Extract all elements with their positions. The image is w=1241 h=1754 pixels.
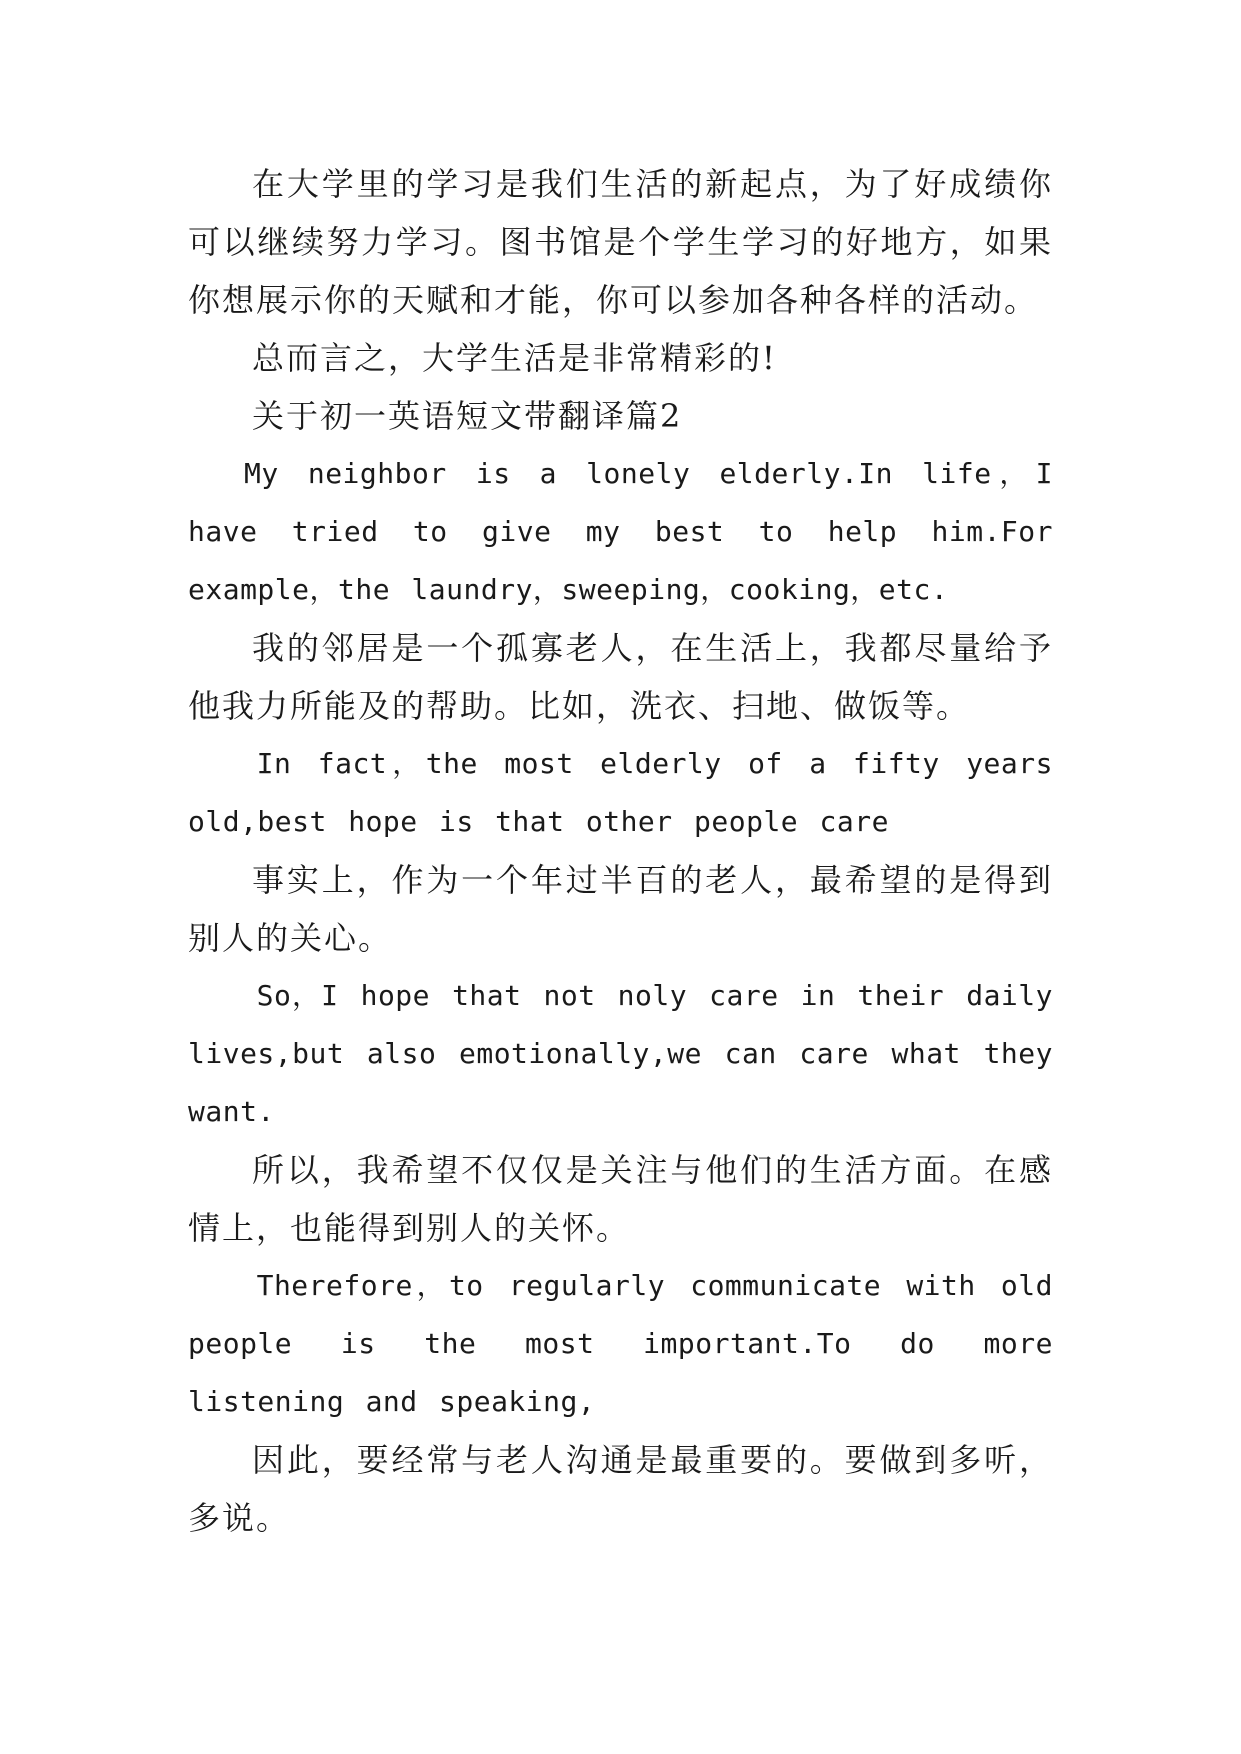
section-heading: 关于初一英语短文带翻译篇2 xyxy=(252,397,683,435)
paragraph-chinese-neighbor: 我的邻居是一个孤寡老人，在生活上，我都尽量给予他我力所能及的帮助。比如，洗衣、扫地、做饭等。 xyxy=(188,629,1053,725)
paragraph-chinese-fact: 事实上，作为一个年过半百的老人，最希望的是得到别人的关心。 xyxy=(188,861,1053,957)
paragraph-summary: 总而言之，大学生活是非常精彩的! xyxy=(252,339,777,377)
document-body xyxy=(188,155,1053,1547)
paragraph-english-neighbor: My neighbor is a lonely elderly.In life，I have tried to give my best to help him.For example，the laundry，sweeping，cooking，etc. xyxy=(188,457,1053,606)
paragraph-chinese-hope: 所以，我希望不仅仅是关注与他们的生活方面。在感情上，也能得到别人的关怀。 xyxy=(188,1151,1053,1247)
paragraph-english-fact: In fact，the most elderly of a fifty years old,best hope is that other people care xyxy=(188,747,1053,838)
paragraph-english-therefore: Therefore，to regularly communicate with old people is the most important.To do more listening and speaking, xyxy=(188,1269,1053,1418)
paragraph-college-study: 在大学里的学习是我们生活的新起点，为了好成绩你可以继续努力学习。图书馆是个学生学习的好地方，如果你想展示你的天赋和才能，你可以参加各种各样的活动。 xyxy=(188,165,1053,319)
paragraph-english-hope: So，I hope that not noly care in their daily lives,but also emotionally,we can care what they want. xyxy=(188,979,1053,1128)
paragraph-chinese-therefore: 因此，要经常与老人沟通是最重要的。要做到多听，多说。 xyxy=(188,1441,1053,1537)
